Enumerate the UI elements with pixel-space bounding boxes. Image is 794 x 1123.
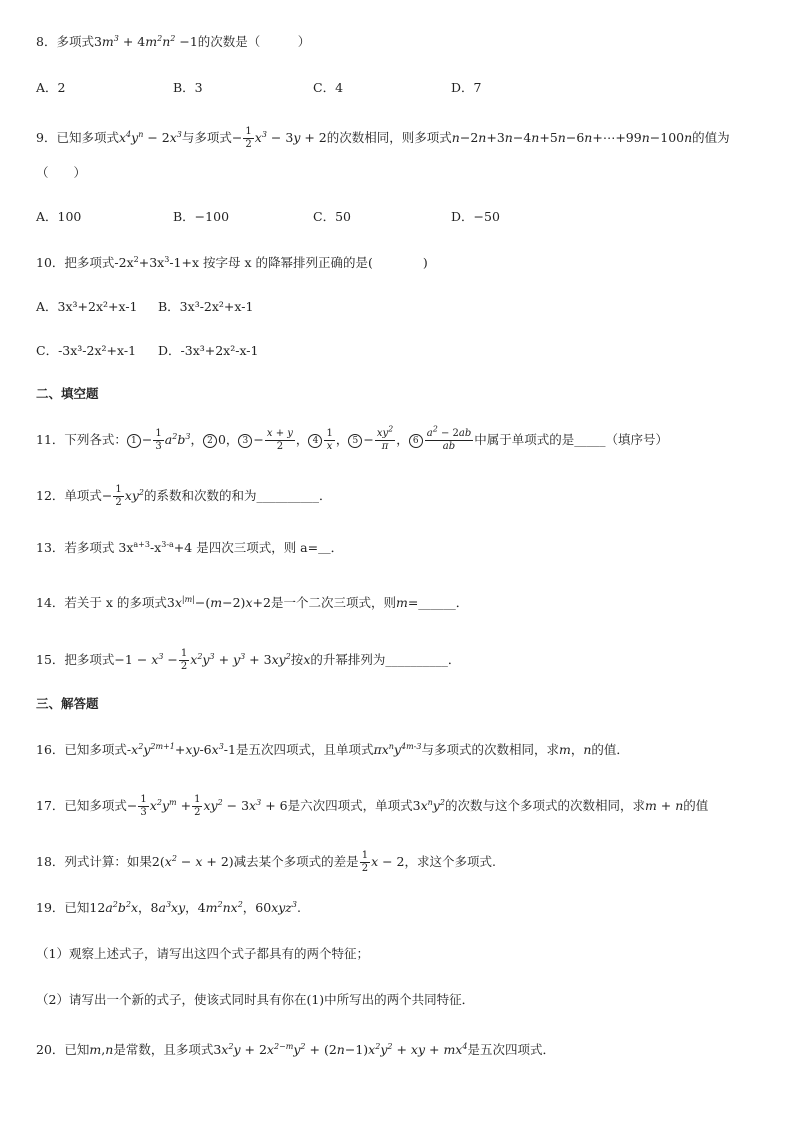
- question-text: 与多项式的次数相同，求: [421, 742, 559, 757]
- question-text: 的次数是（ ）: [197, 34, 311, 49]
- option-d[interactable]: D．7: [451, 80, 482, 95]
- math-expression: $\pi x^ny^{4m-3}$: [373, 741, 422, 757]
- question-number: 15．: [36, 652, 65, 667]
- question-text: 已知多项式: [56, 130, 119, 145]
- math-expression: $-1 - x^3$ − $\frac{1}{2}$ $x^2y^3 + y^3 + 3xy^2$: [114, 648, 291, 672]
- math-expression: − $\frac{1}{2}$ $xy^2$: [101, 484, 144, 508]
- option-a[interactable]: A．2: [36, 80, 66, 95]
- question-12: [36, 484, 332, 509]
- question-9: [36, 126, 730, 151]
- question-text: 把多项式-2x: [64, 255, 134, 270]
- question-text: 是六次四项式，单项式: [287, 798, 413, 813]
- question-number: 17．: [36, 798, 65, 813]
- question-number: 9．: [36, 130, 57, 145]
- question-text: 若关于 x 的多项式: [64, 595, 167, 610]
- question-text: 列式计算：如果: [64, 854, 152, 869]
- question-number: 10．: [36, 255, 65, 270]
- question-text: +3x: [138, 255, 165, 270]
- math-expression: $12a^2b^2x$，$8a^3xy$，$4m^2nx^2$，60xyz$^3$.: [89, 899, 301, 915]
- question-number: 16．: [36, 742, 65, 757]
- question-10: 10．把多项式$-2x^2+3x^3-1+x$ 按字母 x 的降幂排列正确的是( ): [36, 254, 428, 270]
- question-text: 减去某个多项式的差是: [233, 854, 359, 869]
- question-number: 13．: [36, 540, 65, 555]
- section-title-solutions: 三、解答题: [36, 696, 99, 711]
- question-number: 14．: [36, 595, 65, 610]
- question-text: 的值: [683, 798, 709, 813]
- question-20: 20．已知m,n是常数，且多项式$3x^2y + 2x^{2-m}y^2 + (2n-1)x^2y^2$ + xy + $mx^4$是五次四项式．: [36, 1041, 555, 1057]
- question-text: 是五次四项式．: [467, 1042, 555, 1057]
- option-c[interactable]: C．50: [313, 209, 351, 224]
- question-text: 是一个二次三项式，则: [270, 595, 396, 610]
- question-16: 16．已知多项式$-x^2y^{2m+1}+xy-6x^3-1$是五次四项式，且单项式$\pi x^ny^{4m-3}$与多项式的次数相同，求m，n的值．: [36, 741, 629, 757]
- question-text: +4 是四次三项式，则 a=＿．: [173, 540, 344, 555]
- question-13: 13．若多项式 $3x^{a+3}-x^{3-a}+4$ 是四次三项式，则 a=＿．: [36, 539, 344, 555]
- option-c[interactable]: C．4: [313, 80, 344, 95]
- question-number: 8．: [36, 34, 57, 49]
- math-expression: $3m^3 + 4m^2n^2 -1$: [93, 33, 198, 49]
- math-expression: $3x^2y + 2x^{2-m}y^2 + (2n-1)x^2y^2$ + xy + $mx^4$: [213, 1041, 468, 1057]
- option-d[interactable]: D．-3x³+2x²-x-1: [158, 343, 259, 358]
- question-text: 下列各式：: [64, 432, 127, 447]
- question-number: 19．: [36, 900, 65, 915]
- question-9-paren: （ ）: [36, 165, 87, 180]
- question-text: -1+x 按字母 x 的降幂排列正确的是( ): [169, 255, 428, 270]
- option-b[interactable]: B．−100: [173, 209, 230, 224]
- math-expression: − $\frac{1}{2}$ $x^3 - 3y + 2$: [231, 126, 327, 150]
- question-text: 是常数，且多项式: [113, 1042, 214, 1057]
- option-b[interactable]: B．3x³-2x²+x-1: [158, 299, 254, 314]
- question-text: 的值为: [692, 130, 730, 145]
- option-d[interactable]: D．−50: [451, 209, 500, 224]
- question-19-part-1: （1）观察上述式子，请写出这四个式子都具有的两个特征；: [36, 946, 369, 961]
- question-19-part-2: （2）请写出一个新的式子，使该式同时具有你在(1)中所写出的两个共同特征．: [36, 992, 475, 1007]
- question-19: [36, 898, 301, 918]
- question-text: 是五次四项式，且单项式: [235, 742, 374, 757]
- question-text: 的升幂排列为__________．: [310, 652, 461, 667]
- math-expression: $-x^{3-a}$: [149, 539, 174, 555]
- section-title-fill-in: 二、填空题: [36, 386, 99, 401]
- question-8: [36, 32, 310, 52]
- question-text: 的次数相同，则多项式: [326, 130, 452, 145]
- question-number: 20．: [36, 1042, 65, 1057]
- question-text: 单项式: [64, 488, 102, 503]
- question-number: 11．: [36, 432, 65, 447]
- math-expression: − $\frac{1}{3}$ $x^2y^m$ + $\frac{1}{2}$ $xy^2 - 3x^3 + 6$: [126, 794, 288, 818]
- question-15: 15．把多项式$-1 - x^3$ − $\frac{1}{2}$ $x^2y^3 + y^3 + 3xy^2$按x的升幂排列为__________．: [36, 648, 461, 672]
- option-c[interactable]: C．-3x³-2x²+x-1: [36, 343, 137, 358]
- math-expression: $3x^ny^2$: [412, 797, 445, 813]
- question-number: 18．: [36, 854, 65, 869]
- question-text: 已知: [64, 1042, 90, 1057]
- question-text: 多项式: [56, 34, 94, 49]
- question-text: 按: [290, 652, 304, 667]
- question-text: 中属于单项式的是_____（填序号）: [474, 432, 669, 447]
- question-text: 的次数与这个多项式的次数相同，求: [444, 798, 645, 813]
- math-expression: $2(x^2 - x + 2)$: [151, 853, 234, 869]
- question-text: ，求这个多项式.: [404, 854, 496, 869]
- question-text: =______．: [407, 595, 469, 610]
- math-expression: 1 − $\frac{1}{3}$ $a^2b^3$， 2 0， 3 − $\frac{x + y}{2}$ ， 4 $\frac{1}{x}$ ， 5 − $\frac{xy^2}{\pi}$ ， 6 $\frac{a^2 - 2ab}{ab}$: [127, 432, 474, 447]
- math-expression: n−2n+3n−4n+5n−6n+⋯+99n−100n: [451, 130, 693, 145]
- question-text: 若多项式 3x: [64, 540, 134, 555]
- question-text: 的系数和次数的和为__________．: [144, 488, 332, 503]
- question-text: 的值．: [591, 742, 629, 757]
- math-expression: $3x^{|m|}-(m-2)x+2$: [166, 594, 271, 610]
- question-text: 已知多项式: [64, 798, 127, 813]
- option-a[interactable]: A．3x³+2x²+x-1: [36, 299, 138, 314]
- math-expression: $x^4y^n - 2x^3$: [118, 129, 182, 145]
- question-text: 把多项式: [64, 652, 115, 667]
- option-a[interactable]: A．100: [36, 209, 82, 224]
- question-17: 17．已知多项式− $\frac{1}{3}$ $x^2y^m$ + $\frac{1}{2}$ $xy^2 - 3x^3 + 6$是六次四项式，单项式$3x^ny^2$的次数与这个多项式的次数相同，求m + n的值: [36, 794, 709, 818]
- question-text: 已知多项式: [64, 742, 127, 757]
- question-number: 12．: [36, 488, 65, 503]
- question-text: 已知: [64, 900, 90, 915]
- math-expression: $-x^2y^{2m+1}+xy-6x^3-1$: [126, 741, 236, 757]
- question-11: [36, 424, 669, 453]
- question-14: 14．若关于 x 的多项式$3x^{|m|}-(m-2)x+2$是一个二次三项式，则m=______．: [36, 594, 469, 610]
- question-text: 与多项式: [181, 130, 232, 145]
- option-b[interactable]: B．3: [173, 80, 203, 95]
- math-expression: $\frac{1}{2}$ x − 2: [361, 850, 405, 874]
- question-18: [36, 850, 496, 875]
